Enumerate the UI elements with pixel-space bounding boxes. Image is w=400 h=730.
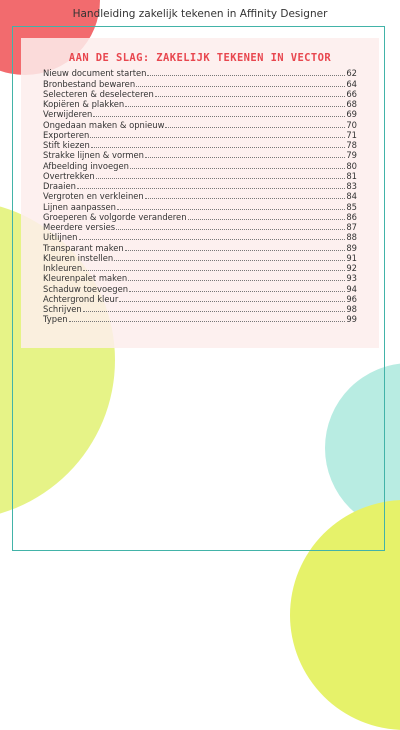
toc-item[interactable] [43, 171, 357, 181]
toc-item-page: 68 [346, 99, 357, 109]
toc-leader [93, 116, 345, 117]
toc-item-page: 64 [346, 78, 357, 89]
toc-item-page: 78 [346, 140, 357, 150]
toc-item-label: Schrijven [43, 304, 82, 314]
toc-item[interactable] [43, 99, 357, 109]
toc-item[interactable] [43, 119, 357, 129]
toc-item-page: 81 [346, 170, 357, 181]
toc-item[interactable] [43, 232, 357, 242]
toc-item-label: Lijnen aanpassen [43, 201, 116, 212]
toc-item-page: 99 [346, 314, 357, 325]
toc-leader [96, 178, 346, 179]
toc-item[interactable] [43, 181, 357, 191]
toc-item[interactable] [43, 253, 357, 263]
toc-item-page: 80 [346, 160, 357, 171]
toc-leader [147, 75, 345, 76]
toc-item[interactable] [43, 109, 357, 119]
toc-item[interactable] [43, 160, 357, 170]
toc-leader [155, 96, 346, 97]
toc-item-label: Meerdere versies [43, 222, 116, 232]
toc-item-label: Groeperen & volgorde veranderen [43, 211, 187, 222]
toc-item-page: 85 [346, 201, 357, 212]
toc-item-label: Afbeelding invoegen [43, 160, 129, 171]
toc-item-label: Vergroten en verkleinen [43, 191, 144, 202]
toc-item-page: 83 [346, 181, 357, 191]
toc-item-label: Kleurenpalet maken [43, 273, 128, 284]
toc-leader [116, 229, 345, 230]
toc-item-page: 87 [346, 222, 357, 232]
toc-item[interactable] [43, 130, 357, 140]
toc-item-label: Stift kiezen [43, 140, 90, 150]
toc-item[interactable] [43, 314, 357, 324]
toc-item-label: Bronbestand bewaren [43, 78, 136, 89]
toc-leader [77, 188, 345, 189]
toc-leader [90, 137, 345, 138]
toc-leader [145, 198, 346, 199]
toc-item-label: Typen [43, 314, 68, 325]
toc-item-label: Inkleuren [43, 263, 83, 273]
toc-item[interactable] [43, 283, 357, 293]
toc-item[interactable] [43, 191, 357, 201]
toc-item-label: Selecteren & deselecteren [43, 88, 154, 99]
toc-item-label: Schaduw toevoegen [43, 283, 129, 294]
toc-panel [21, 38, 379, 348]
toc-leader [119, 301, 345, 302]
toc-item[interactable] [43, 150, 357, 160]
toc-item[interactable] [43, 78, 357, 88]
toc-leader [129, 291, 345, 292]
toc-item-label: Achtergrond kleur [43, 293, 119, 304]
toc-item-page: 94 [346, 283, 357, 294]
toc-leader [128, 280, 345, 281]
toc-item-page: 88 [346, 232, 357, 243]
toc-leader [130, 168, 345, 169]
toc-leader [83, 270, 345, 271]
toc-item-label: Verwijderen [43, 109, 93, 120]
toc-item-page: 79 [346, 150, 357, 161]
toc-leader [117, 209, 345, 210]
toc-item-label: Strakke lijnen & vormen [43, 150, 144, 161]
toc-item-page: 98 [346, 304, 357, 314]
toc-item-page: 70 [346, 119, 357, 130]
toc-leader [69, 321, 346, 322]
page-title: Handleiding zakelijk tekenen in Affinity Designer [72, 8, 328, 20]
toc-item-page: 86 [346, 211, 357, 222]
toc-item-label: Ongedaan maken & opnieuw [43, 119, 165, 130]
toc-leader [145, 157, 345, 158]
toc-item[interactable] [43, 242, 357, 252]
toc-item-page: 69 [346, 109, 357, 120]
toc-item[interactable] [43, 68, 357, 78]
toc-leader [188, 219, 346, 220]
toc-item[interactable] [43, 273, 357, 283]
toc-item-label: Kopiëren & plakken [43, 99, 125, 109]
toc-item[interactable] [43, 212, 357, 222]
toc-item-label: Transparant maken [43, 242, 124, 253]
toc-leader [125, 250, 346, 251]
toc-item-page: 62 [346, 68, 357, 79]
toc-item-page: 92 [346, 263, 357, 273]
toc-item-label: Kleuren instellen [43, 252, 114, 263]
toc-item[interactable] [43, 140, 357, 150]
toc-item[interactable] [43, 263, 357, 273]
toc-leader [136, 86, 345, 87]
toc-item[interactable] [43, 294, 357, 304]
toc-heading: AAN DE SLAG: ZAKELIJK TEKENEN IN VECTOR [68, 52, 332, 64]
toc-item-page: 91 [346, 252, 357, 263]
toc-leader [91, 147, 345, 148]
toc-item-label: Exporteren [43, 129, 90, 140]
toc-item-page: 96 [346, 293, 357, 304]
toc-item-label: Uitlijnen [43, 232, 78, 243]
toc-item[interactable] [43, 201, 357, 211]
toc-item-page: 84 [346, 191, 357, 202]
toc-item-label: Draaien [43, 181, 76, 191]
toc-item[interactable] [43, 304, 357, 314]
toc-item-page: 66 [346, 88, 357, 99]
toc-leader [83, 311, 346, 312]
toc-item-page: 71 [346, 129, 357, 140]
toc-item[interactable] [43, 89, 357, 99]
toc-item-label: Nieuw document starten [43, 68, 147, 79]
toc-item-label: Overtrekken [43, 170, 95, 181]
toc-leader [125, 106, 345, 107]
toc-list [21, 68, 379, 324]
toc-leader [165, 127, 345, 128]
toc-item[interactable] [43, 222, 357, 232]
toc-item-page: 89 [346, 242, 357, 253]
toc-leader [79, 239, 346, 240]
toc-leader [114, 260, 345, 261]
toc-item-page: 93 [346, 273, 357, 284]
